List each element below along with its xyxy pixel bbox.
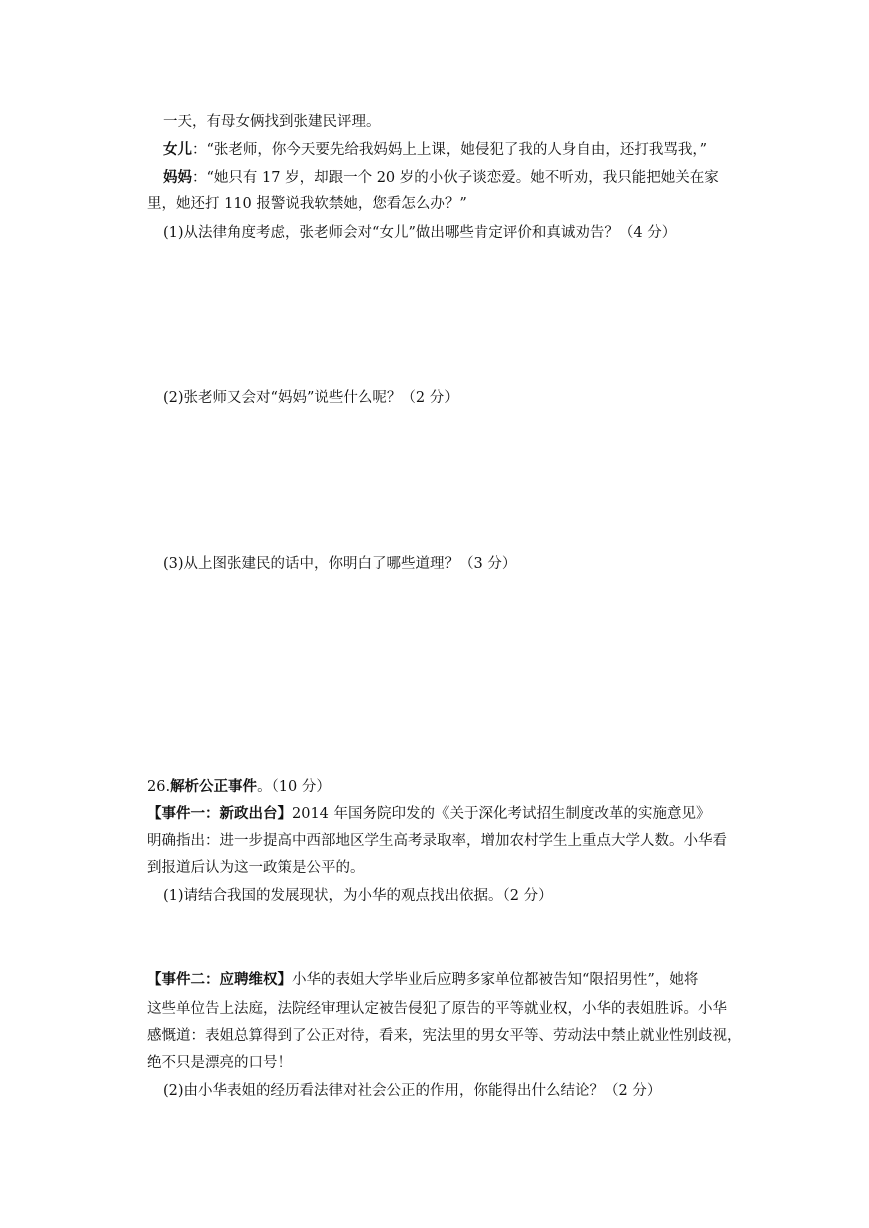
story-intro: 一天，有母女俩找到张建民评理。 [163,114,381,130]
q25-sub1: (1)从法律角度考虑，张老师会对“女儿”做出哪些肯定评价和真诚劝告？（4 分） [163,225,677,241]
q25-sub2: (2)张老师又会对“妈妈”说些什么呢？（2 分） [163,390,459,406]
q26-sub1: (1)请结合我国的发展现状，为小华的观点找出依据。（2 分） [163,888,553,904]
event1-line-3: 到报道后认为这一政策是公平的。 [147,860,365,876]
mother-speech-1: ：“她只有 17 岁，却跟一个 20 岁的小伙子谈恋爱。她不听劝，我只能把她关在家 [192,170,719,186]
mother-speaker: 妈妈 [163,170,192,186]
mother-line-1 [163,168,719,190]
daughter-speaker: 女儿 [163,142,192,158]
q26-score: 。（10 分） [257,779,331,795]
event2-title: 【事件二：应聘维权】 [147,972,292,988]
q26-number: 26. [147,779,171,795]
event1-line-2: 明确指出：进一步提高中西部地区学生高考录取率，增加农村学生上重点大学人数。小华看 [147,833,727,849]
event2-line-2: 这些单位告上法庭，法院经审理认定被告侵犯了原告的平等就业权，小华的表姐胜诉。小华 [147,1001,727,1017]
q26-title: 解析公正事件 [170,779,258,795]
event2-line-4: 绝不只是漂亮的口号！ [147,1055,292,1071]
event1-line-1 [147,804,711,826]
q26-sub2: (2)由小华表姐的经历看法律对社会公正的作用，你能得出什么结论？（2 分） [163,1083,662,1099]
event2-text-1: 小华的表姐大学毕业后应聘多家单位都被告知“限招男性”，她将 [292,972,699,988]
daughter-speech: ：“张老师，你今天要先给我妈妈上上课，她侵犯了我的人身自由，还打我骂我，” [192,142,708,158]
q26-heading [147,777,331,799]
event2-line-1 [147,970,698,992]
event2-line-3: 感慨道：表姐总算得到了公正对待，看来，宪法里的男女平等、劳动法中禁止就业性别歧视， [147,1028,742,1044]
daughter-line [163,140,707,162]
mother-line-2: 里，她还打 110 报警说我软禁她，您看怎么办？” [147,196,467,212]
event1-text-1: 2014 年国务院印发的《关于深化考试招生制度改革的实施意见》 [292,806,711,822]
q25-sub3: (3)从上图张建民的话中，你明白了哪些道理？（3 分） [163,556,517,572]
event1-title: 【事件一：新政出台】 [147,806,292,822]
